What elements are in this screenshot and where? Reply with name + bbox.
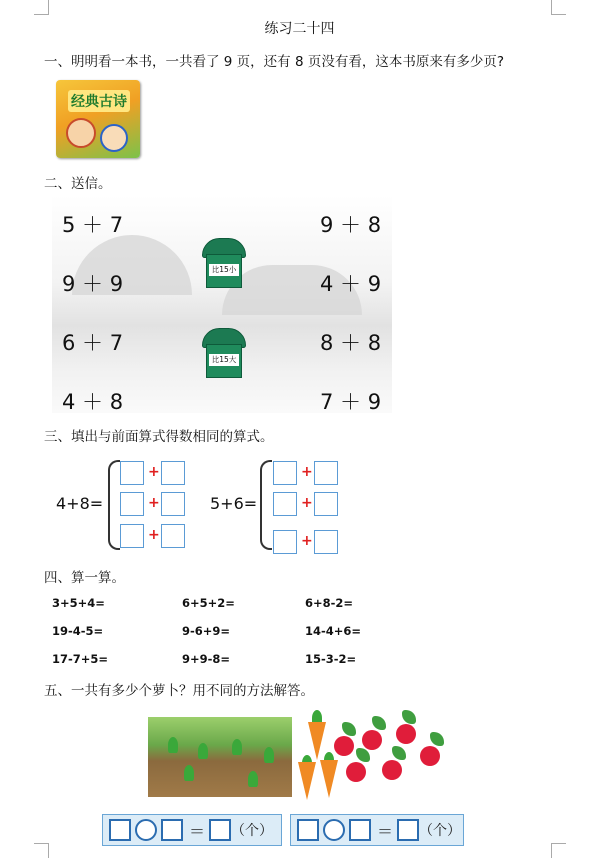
radish-icon bbox=[334, 736, 354, 756]
radish-icon bbox=[396, 724, 416, 744]
plus-sign: + bbox=[301, 464, 313, 480]
answer-square[interactable] bbox=[161, 819, 183, 841]
answer-square[interactable] bbox=[349, 819, 371, 841]
plus-sign: + bbox=[301, 495, 313, 511]
left-expression: 4 ＋ 8 bbox=[62, 390, 124, 414]
radish-icon bbox=[346, 762, 366, 782]
corner-mark bbox=[551, 0, 566, 15]
calc-item: 3+5+4= bbox=[52, 596, 105, 610]
equals-sign: ＝ bbox=[377, 822, 394, 841]
book-title: 经典古诗 bbox=[68, 90, 130, 112]
left-expression: 9 ＋ 9 bbox=[62, 272, 124, 296]
calc-item: 9-6+9= bbox=[182, 624, 231, 638]
corner-mark bbox=[34, 0, 49, 15]
corner-mark bbox=[551, 843, 566, 858]
calc-item: 19-4-5= bbox=[52, 624, 104, 638]
leaf-icon bbox=[264, 747, 274, 763]
right-expression: 9 ＋ 8 bbox=[320, 213, 382, 237]
mailbox-label: 比15小 bbox=[209, 264, 239, 276]
leaf-icon bbox=[232, 739, 242, 755]
mail-scene bbox=[52, 195, 392, 413]
calc-item: 6+8-2= bbox=[305, 596, 354, 610]
carrot-icon bbox=[298, 762, 316, 800]
leaf-icon bbox=[168, 737, 178, 753]
leaf-icon bbox=[184, 765, 194, 781]
equals-sign: ＝ bbox=[189, 822, 206, 841]
answer-box[interactable] bbox=[161, 524, 185, 548]
radish-icon bbox=[362, 730, 382, 750]
unit-label: （个） bbox=[231, 823, 273, 839]
brace bbox=[260, 460, 272, 550]
radish-icon bbox=[382, 760, 402, 780]
question-4-title: 四、算一算。 bbox=[44, 570, 125, 586]
operator-circle[interactable] bbox=[135, 819, 157, 841]
answer-bar-1 bbox=[102, 814, 282, 846]
answer-box[interactable] bbox=[120, 524, 144, 548]
brace bbox=[108, 460, 120, 550]
calc-item: 9+9-8= bbox=[182, 652, 231, 666]
plus-sign: + bbox=[148, 495, 160, 511]
leaf-icon bbox=[356, 748, 370, 762]
answer-box[interactable] bbox=[120, 492, 144, 516]
calc-item: 6+5+2= bbox=[182, 596, 235, 610]
child-figure-icon bbox=[100, 124, 128, 152]
leaf-icon bbox=[372, 716, 386, 730]
answer-box[interactable] bbox=[314, 492, 338, 516]
question-2-title: 二、送信。 bbox=[44, 176, 112, 192]
book-image bbox=[56, 80, 140, 158]
mailbox-less-than-15 bbox=[200, 238, 246, 286]
mailbox-greater-than-15 bbox=[200, 328, 246, 376]
answer-square[interactable] bbox=[109, 819, 131, 841]
calc-item: 17-7+5= bbox=[52, 652, 109, 666]
unit-label: （个） bbox=[419, 823, 461, 839]
child-figure-icon bbox=[66, 118, 96, 148]
question-5-title: 五、一共有多少个萝卜？用不同的方法解答。 bbox=[44, 683, 314, 699]
radish-icon bbox=[420, 746, 440, 766]
right-expression: 4 ＋ 9 bbox=[320, 272, 382, 296]
carrot-icon bbox=[320, 760, 338, 798]
plus-sign: + bbox=[301, 533, 313, 549]
operator-circle[interactable] bbox=[323, 819, 345, 841]
right-expression: 8 ＋ 8 bbox=[320, 331, 382, 355]
answer-square[interactable] bbox=[209, 819, 231, 841]
leaf-icon bbox=[430, 732, 444, 746]
answer-box[interactable] bbox=[273, 461, 297, 485]
answer-square[interactable] bbox=[397, 819, 419, 841]
leaf-icon bbox=[402, 710, 416, 724]
answer-square[interactable] bbox=[297, 819, 319, 841]
leaf-icon bbox=[248, 771, 258, 787]
page-title: 练习二十四 bbox=[264, 21, 335, 37]
answer-box[interactable] bbox=[273, 492, 297, 516]
answer-bar-2 bbox=[290, 814, 464, 846]
plus-sign: + bbox=[148, 527, 160, 543]
carrot-field-image bbox=[148, 717, 292, 797]
mailbox-label: 比15大 bbox=[209, 354, 239, 366]
answer-box[interactable] bbox=[120, 461, 144, 485]
carrot-icon bbox=[308, 722, 326, 760]
left-expression: 5 ＋ 7 bbox=[62, 213, 124, 237]
leaf-icon bbox=[342, 722, 356, 736]
question-3-title: 三、填出与前面算式得数相同的算式。 bbox=[44, 429, 274, 445]
answer-box[interactable] bbox=[314, 530, 338, 554]
lhs-expression: 4+8= bbox=[56, 494, 104, 513]
leaf-icon bbox=[198, 743, 208, 759]
calc-item: 14-4+6= bbox=[305, 624, 362, 638]
left-expression: 6 ＋ 7 bbox=[62, 331, 124, 355]
answer-box[interactable] bbox=[273, 530, 297, 554]
answer-box[interactable] bbox=[161, 492, 185, 516]
lhs-expression: 5+6= bbox=[210, 494, 258, 513]
calc-item: 15-3-2= bbox=[305, 652, 357, 666]
question-1-text: 一、明明看一本书，一共看了 9 页，还有 8 页没有看，这本书原来有多少页? bbox=[44, 54, 505, 70]
answer-box[interactable] bbox=[314, 461, 338, 485]
corner-mark bbox=[34, 843, 49, 858]
leaf-icon bbox=[392, 746, 406, 760]
right-expression: 7 ＋ 9 bbox=[320, 390, 382, 414]
answer-box[interactable] bbox=[161, 461, 185, 485]
plus-sign: + bbox=[148, 464, 160, 480]
